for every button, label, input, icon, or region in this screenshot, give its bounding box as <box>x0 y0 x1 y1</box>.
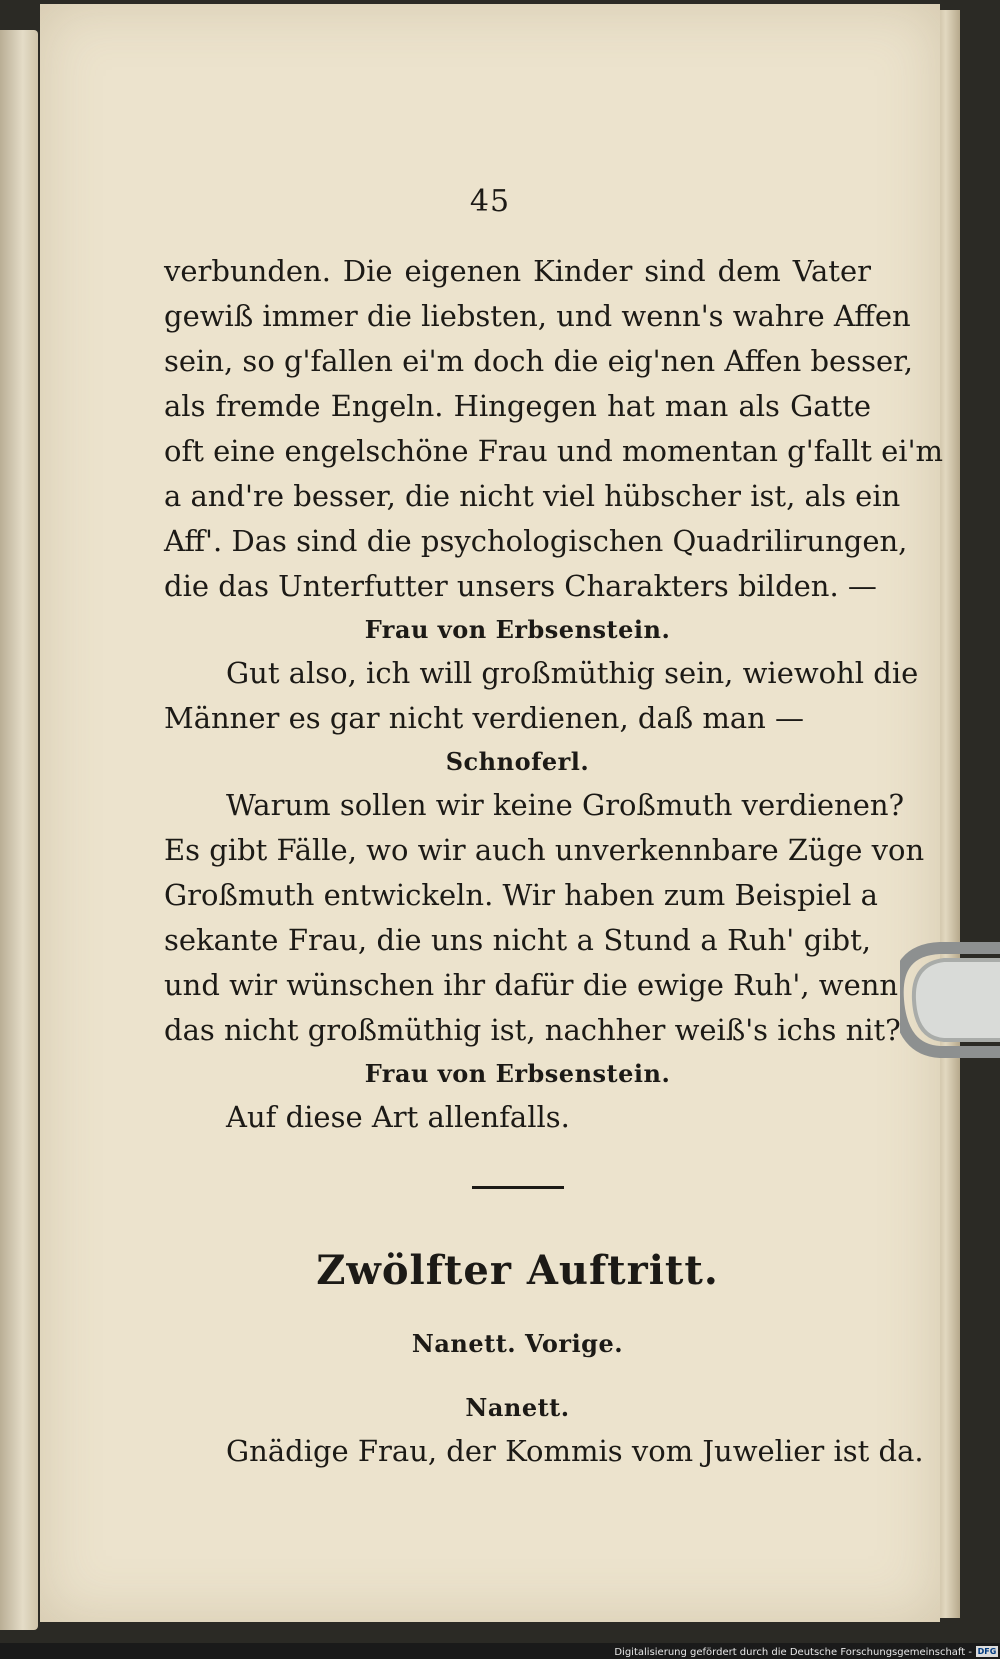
speaker-name: Nanett. <box>465 1393 570 1422</box>
speaker-name: Frau von Erbsenstein. <box>364 1059 671 1088</box>
text-line: Warum sollen wir keine Großmuth verdienen? <box>226 788 905 822</box>
text-line: als fremde Engeln. Hingegen hat man als Gatte <box>164 389 871 423</box>
text-line: die das Unterfutter unsers Charakters bilden. — <box>164 569 877 603</box>
text-line: sekante Frau, die uns nicht a Stund a Ruh' gibt, <box>164 923 871 957</box>
text-line: Gut also, ich will großmüthig sein, wiewohl die <box>226 656 919 690</box>
footer-credit: Digitalisierung gefördert durch die Deutsche Forschungsgemeinschaft - <box>614 1647 972 1658</box>
section-divider <box>472 1186 564 1189</box>
text-line: Männer es gar nicht verdienen, daß man — <box>164 701 805 735</box>
text-line: Gnädige Frau, der Kommis vom Juwelier ist da. <box>226 1434 924 1468</box>
text-line: a and're besser, die nicht viel hübscher ist, als ein <box>164 479 901 513</box>
page-number: 45 <box>469 184 511 219</box>
speaker-name: Schnoferl. <box>445 747 590 776</box>
book-page <box>40 4 944 1622</box>
text-line: oft eine engelschöne Frau und momentan g'fallt ei'm <box>164 434 944 468</box>
dfg-logo: DFG <box>977 1647 997 1656</box>
page-clip-icon <box>900 940 1000 1060</box>
adjacent-page-edge <box>0 30 38 1630</box>
text-line: Auf diese Art allenfalls. <box>226 1100 570 1134</box>
speaker-name: Frau von Erbsenstein. <box>364 615 671 644</box>
text-line: Großmuth entwickeln. Wir haben zum Beispiel a <box>164 878 878 912</box>
cast-list: Nanett. Vorige. <box>411 1329 624 1358</box>
scene-heading: Zwölfter Auftritt. <box>316 1247 719 1294</box>
text-line: gewiß immer die liebsten, und wenn's wahre Affen <box>164 299 911 333</box>
text-line: das nicht großmüthig ist, nachher weiß's ichs nit? <box>164 1013 901 1047</box>
text-line: und wir wünschen ihr dafür die ewige Ruh', wenn <box>164 968 899 1002</box>
text-line: sein, so g'fallen ei'm doch die eig'nen Affen besser, <box>164 344 914 378</box>
text-line: Aff'. Das sind die psychologischen Quadrilirungen, <box>164 524 908 558</box>
text-line: Es gibt Fälle, wo wir auch unverkennbare Züge von <box>164 833 925 867</box>
text-line: verbunden. Die eigenen Kinder sind dem Vater <box>164 254 871 288</box>
page-text <box>164 249 944 1474</box>
